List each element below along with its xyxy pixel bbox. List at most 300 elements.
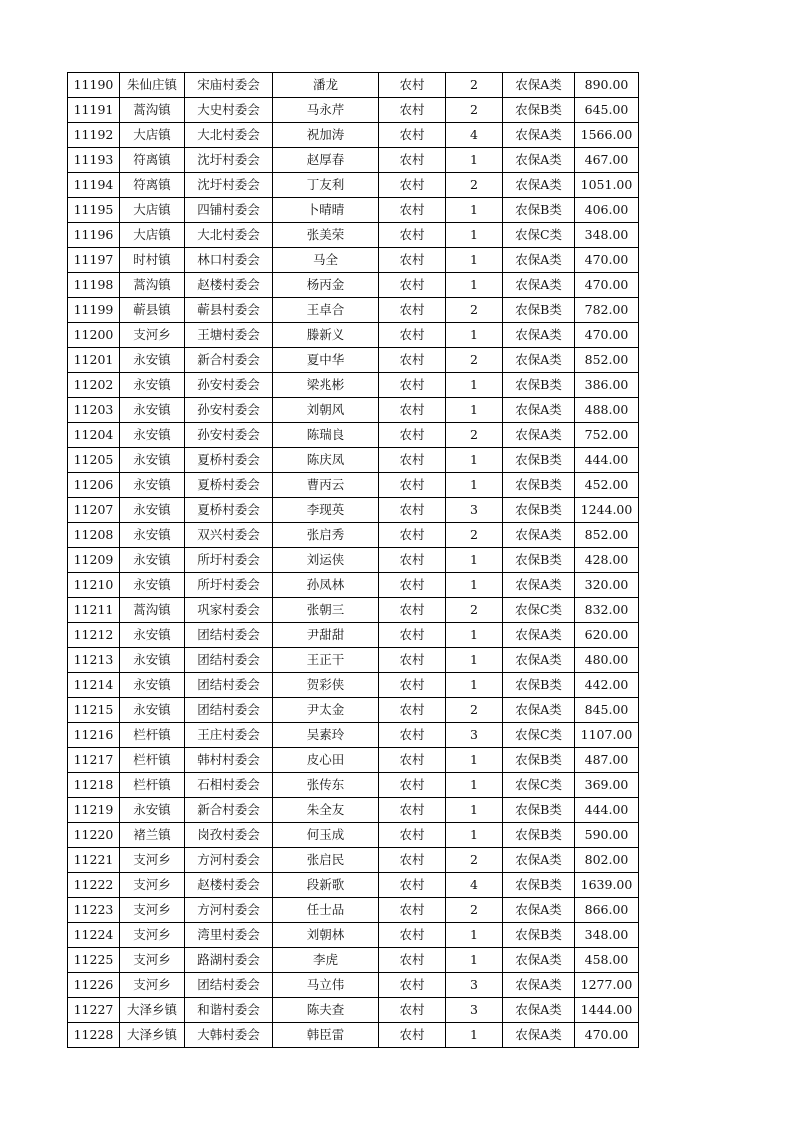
amount-cell: 348.00 [575,223,639,248]
town-cell: 大店镇 [120,198,185,223]
insurance-category-cell: 农保A类 [503,973,575,998]
town-cell: 支河乡 [120,848,185,873]
table-row [68,798,639,823]
household-count-cell: 1 [446,373,503,398]
amount-cell: 442.00 [575,673,639,698]
household-count-cell: 4 [446,873,503,898]
village-committee-cell: 夏桥村委会 [185,498,273,523]
record-id: 11224 [68,923,120,948]
person-name-cell: 皮心田 [273,748,379,773]
table-row [68,748,639,773]
record-id: 11219 [68,798,120,823]
village-committee-cell: 团结村委会 [185,648,273,673]
record-id: 11200 [68,323,120,348]
record-id: 11201 [68,348,120,373]
amount-cell: 1639.00 [575,873,639,898]
household-count-cell: 1 [446,623,503,648]
area-type-cell: 农村 [379,473,446,498]
person-name-cell: 张朝三 [273,598,379,623]
village-committee-cell: 方河村委会 [185,848,273,873]
table-row [68,73,639,98]
person-name-cell: 段新歌 [273,873,379,898]
record-id: 11203 [68,398,120,423]
village-committee-cell: 赵楼村委会 [185,273,273,298]
area-type-cell: 农村 [379,273,446,298]
village-committee-cell: 所圩村委会 [185,573,273,598]
area-type-cell: 农村 [379,673,446,698]
table-row [68,948,639,973]
amount-cell: 458.00 [575,948,639,973]
table-row [68,173,639,198]
insurance-category-cell: 农保A类 [503,123,575,148]
village-committee-cell: 夏桥村委会 [185,448,273,473]
area-type-cell: 农村 [379,173,446,198]
village-committee-cell: 方河村委会 [185,898,273,923]
person-name-cell: 张美荣 [273,223,379,248]
amount-cell: 590.00 [575,823,639,848]
person-name-cell: 杨丙金 [273,273,379,298]
roster-table [67,72,639,1048]
amount-cell: 467.00 [575,148,639,173]
area-type-cell: 农村 [379,898,446,923]
village-committee-cell: 王塘村委会 [185,323,273,348]
insurance-category-cell: 农保A类 [503,73,575,98]
person-name-cell: 尹太金 [273,698,379,723]
person-name-cell: 陈庆凤 [273,448,379,473]
area-type-cell: 农村 [379,148,446,173]
insurance-category-cell: 农保C类 [503,223,575,248]
record-id: 11217 [68,748,120,773]
town-cell: 褚兰镇 [120,823,185,848]
household-count-cell: 2 [446,898,503,923]
insurance-category-cell: 农保B类 [503,873,575,898]
record-id: 11213 [68,648,120,673]
area-type-cell: 农村 [379,498,446,523]
amount-cell: 406.00 [575,198,639,223]
table-row [68,573,639,598]
insurance-category-cell: 农保A类 [503,1023,575,1048]
amount-cell: 452.00 [575,473,639,498]
village-committee-cell: 石相村委会 [185,773,273,798]
record-id: 11194 [68,173,120,198]
table-row [68,148,639,173]
village-committee-cell: 蕲县村委会 [185,298,273,323]
insurance-category-cell: 农保A类 [503,648,575,673]
area-type-cell: 农村 [379,923,446,948]
record-id: 11223 [68,898,120,923]
person-name-cell: 尹甜甜 [273,623,379,648]
amount-cell: 1107.00 [575,723,639,748]
village-committee-cell: 孙安村委会 [185,423,273,448]
household-count-cell: 3 [446,973,503,998]
town-cell: 永安镇 [120,573,185,598]
person-name-cell: 张启秀 [273,523,379,548]
record-id: 11209 [68,548,120,573]
household-count-cell: 1 [446,248,503,273]
area-type-cell: 农村 [379,548,446,573]
amount-cell: 487.00 [575,748,639,773]
town-cell: 朱仙庄镇 [120,73,185,98]
area-type-cell: 农村 [379,298,446,323]
record-id: 11198 [68,273,120,298]
household-count-cell: 1 [446,448,503,473]
village-committee-cell: 团结村委会 [185,623,273,648]
village-committee-cell: 双兴村委会 [185,523,273,548]
household-count-cell: 3 [446,723,503,748]
record-id: 11197 [68,248,120,273]
table-row [68,598,639,623]
household-count-cell: 1 [446,223,503,248]
amount-cell: 845.00 [575,698,639,723]
town-cell: 永安镇 [120,423,185,448]
area-type-cell: 农村 [379,448,446,473]
record-id: 11220 [68,823,120,848]
record-id: 11202 [68,373,120,398]
amount-cell: 348.00 [575,923,639,948]
insurance-category-cell: 农保A类 [503,148,575,173]
table-row [68,273,639,298]
table-row [68,498,639,523]
household-count-cell: 2 [446,598,503,623]
amount-cell: 802.00 [575,848,639,873]
amount-cell: 470.00 [575,248,639,273]
town-cell: 永安镇 [120,523,185,548]
record-id: 11193 [68,148,120,173]
record-id: 11199 [68,298,120,323]
record-id: 11214 [68,673,120,698]
household-count-cell: 1 [446,323,503,348]
town-cell: 蒿沟镇 [120,598,185,623]
record-id: 11221 [68,848,120,873]
town-cell: 永安镇 [120,448,185,473]
area-type-cell: 农村 [379,223,446,248]
amount-cell: 480.00 [575,648,639,673]
area-type-cell: 农村 [379,398,446,423]
area-type-cell: 农村 [379,123,446,148]
area-type-cell: 农村 [379,773,446,798]
village-committee-cell: 巩家村委会 [185,598,273,623]
area-type-cell: 农村 [379,823,446,848]
insurance-category-cell: 农保B类 [503,473,575,498]
record-id: 11222 [68,873,120,898]
insurance-category-cell: 农保C类 [503,598,575,623]
town-cell: 永安镇 [120,373,185,398]
household-count-cell: 1 [446,148,503,173]
village-committee-cell: 孙安村委会 [185,373,273,398]
household-count-cell: 1 [446,648,503,673]
amount-cell: 444.00 [575,448,639,473]
table-row [68,648,639,673]
town-cell: 栏杆镇 [120,748,185,773]
person-name-cell: 潘龙 [273,73,379,98]
insurance-category-cell: 农保A类 [503,173,575,198]
person-name-cell: 马永芹 [273,98,379,123]
household-count-cell: 1 [446,398,503,423]
person-name-cell: 刘朝林 [273,923,379,948]
amount-cell: 320.00 [575,573,639,598]
table-row [68,823,639,848]
record-id: 11207 [68,498,120,523]
amount-cell: 470.00 [575,1023,639,1048]
table-row [68,123,639,148]
insurance-category-cell: 农保A类 [503,898,575,923]
person-name-cell: 刘朝风 [273,398,379,423]
village-committee-cell: 沈圩村委会 [185,173,273,198]
area-type-cell: 农村 [379,798,446,823]
person-name-cell: 王正干 [273,648,379,673]
household-count-cell: 1 [446,273,503,298]
insurance-category-cell: 农保A类 [503,398,575,423]
village-committee-cell: 大北村委会 [185,123,273,148]
area-type-cell: 农村 [379,373,446,398]
amount-cell: 470.00 [575,273,639,298]
town-cell: 永安镇 [120,473,185,498]
insurance-category-cell: 农保B类 [503,548,575,573]
insurance-category-cell: 农保B类 [503,748,575,773]
amount-cell: 369.00 [575,773,639,798]
household-count-cell: 2 [446,423,503,448]
record-id: 11225 [68,948,120,973]
record-id: 11196 [68,223,120,248]
area-type-cell: 农村 [379,973,446,998]
village-committee-cell: 团结村委会 [185,673,273,698]
person-name-cell: 赵厚春 [273,148,379,173]
village-committee-cell: 大史村委会 [185,98,273,123]
table-row [68,998,639,1023]
table-row [68,623,639,648]
amount-cell: 1277.00 [575,973,639,998]
household-count-cell: 2 [446,73,503,98]
table-row [68,198,639,223]
village-committee-cell: 孙安村委会 [185,398,273,423]
roster-body [68,73,639,1048]
area-type-cell: 农村 [379,623,446,648]
amount-cell: 1051.00 [575,173,639,198]
record-id: 11211 [68,598,120,623]
table-row [68,223,639,248]
table-row [68,373,639,398]
household-count-cell: 1 [446,198,503,223]
person-name-cell: 陈瑞良 [273,423,379,448]
insurance-category-cell: 农保A类 [503,698,575,723]
area-type-cell: 农村 [379,723,446,748]
town-cell: 永安镇 [120,798,185,823]
insurance-category-cell: 农保A类 [503,348,575,373]
record-id: 11195 [68,198,120,223]
table-row [68,973,639,998]
record-id: 11212 [68,623,120,648]
record-id: 11192 [68,123,120,148]
village-committee-cell: 团结村委会 [185,698,273,723]
amount-cell: 832.00 [575,598,639,623]
insurance-category-cell: 农保B类 [503,798,575,823]
household-count-cell: 1 [446,548,503,573]
person-name-cell: 马全 [273,248,379,273]
person-name-cell: 夏中华 [273,348,379,373]
town-cell: 符离镇 [120,148,185,173]
person-name-cell: 李现英 [273,498,379,523]
town-cell: 大店镇 [120,123,185,148]
household-count-cell: 2 [446,298,503,323]
amount-cell: 444.00 [575,798,639,823]
household-count-cell: 2 [446,348,503,373]
household-count-cell: 2 [446,698,503,723]
insurance-category-cell: 农保C类 [503,723,575,748]
amount-cell: 852.00 [575,523,639,548]
person-name-cell: 马立伟 [273,973,379,998]
table-row [68,398,639,423]
town-cell: 永安镇 [120,398,185,423]
village-committee-cell: 沈圩村委会 [185,148,273,173]
table-row [68,473,639,498]
household-count-cell: 1 [446,673,503,698]
household-count-cell: 1 [446,573,503,598]
person-name-cell: 朱全友 [273,798,379,823]
town-cell: 蒿沟镇 [120,273,185,298]
person-name-cell: 吴素玲 [273,723,379,748]
village-committee-cell: 四铺村委会 [185,198,273,223]
area-type-cell: 农村 [379,323,446,348]
table-row [68,1023,639,1048]
amount-cell: 852.00 [575,348,639,373]
village-committee-cell: 湾里村委会 [185,923,273,948]
village-committee-cell: 夏桥村委会 [185,473,273,498]
town-cell: 支河乡 [120,323,185,348]
insurance-category-cell: 农保A类 [503,948,575,973]
insurance-category-cell: 农保A类 [503,248,575,273]
household-count-cell: 2 [446,98,503,123]
record-id: 11218 [68,773,120,798]
town-cell: 支河乡 [120,948,185,973]
amount-cell: 620.00 [575,623,639,648]
town-cell: 栏杆镇 [120,723,185,748]
record-id: 11210 [68,573,120,598]
table-row [68,848,639,873]
town-cell: 蕲县镇 [120,298,185,323]
person-name-cell: 韩臣雷 [273,1023,379,1048]
insurance-category-cell: 农保B类 [503,373,575,398]
insurance-category-cell: 农保B类 [503,198,575,223]
table-row [68,448,639,473]
area-type-cell: 农村 [379,598,446,623]
table-row [68,523,639,548]
table-row [68,673,639,698]
household-count-cell: 2 [446,173,503,198]
insurance-category-cell: 农保A类 [503,623,575,648]
table-row [68,923,639,948]
town-cell: 永安镇 [120,498,185,523]
area-type-cell: 农村 [379,998,446,1023]
insurance-category-cell: 农保B类 [503,823,575,848]
insurance-category-cell: 农保A类 [503,998,575,1023]
village-committee-cell: 林口村委会 [185,248,273,273]
insurance-category-cell: 农保A类 [503,273,575,298]
person-name-cell: 祝加涛 [273,123,379,148]
village-committee-cell: 新合村委会 [185,798,273,823]
village-committee-cell: 团结村委会 [185,973,273,998]
household-count-cell: 1 [446,923,503,948]
amount-cell: 386.00 [575,373,639,398]
table-row [68,773,639,798]
village-committee-cell: 大韩村委会 [185,1023,273,1048]
record-id: 11228 [68,1023,120,1048]
town-cell: 永安镇 [120,548,185,573]
town-cell: 大店镇 [120,223,185,248]
record-id: 11216 [68,723,120,748]
area-type-cell: 农村 [379,848,446,873]
record-id: 11227 [68,998,120,1023]
area-type-cell: 农村 [379,873,446,898]
amount-cell: 488.00 [575,398,639,423]
insurance-category-cell: 农保A类 [503,573,575,598]
record-id: 11205 [68,448,120,473]
village-committee-cell: 宋庙村委会 [185,73,273,98]
village-committee-cell: 韩村村委会 [185,748,273,773]
village-committee-cell: 路湖村委会 [185,948,273,973]
person-name-cell: 陈夫查 [273,998,379,1023]
insurance-category-cell: 农保B类 [503,448,575,473]
household-count-cell: 1 [446,473,503,498]
insurance-category-cell: 农保B类 [503,498,575,523]
person-name-cell: 任士品 [273,898,379,923]
table-row [68,723,639,748]
town-cell: 永安镇 [120,348,185,373]
person-name-cell: 王卓合 [273,298,379,323]
area-type-cell: 农村 [379,198,446,223]
person-name-cell: 贺彩侠 [273,673,379,698]
area-type-cell: 农村 [379,1023,446,1048]
insurance-category-cell: 农保C类 [503,773,575,798]
town-cell: 蒿沟镇 [120,98,185,123]
record-id: 11206 [68,473,120,498]
village-committee-cell: 所圩村委会 [185,548,273,573]
village-committee-cell: 和谐村委会 [185,998,273,1023]
table-row [68,548,639,573]
village-committee-cell: 王庄村委会 [185,723,273,748]
household-count-cell: 3 [446,998,503,1023]
town-cell: 时村镇 [120,248,185,273]
insurance-category-cell: 农保A类 [503,323,575,348]
area-type-cell: 农村 [379,348,446,373]
household-count-cell: 1 [446,948,503,973]
area-type-cell: 农村 [379,523,446,548]
town-cell: 大泽乡镇 [120,998,185,1023]
household-count-cell: 1 [446,748,503,773]
person-name-cell: 李虎 [273,948,379,973]
record-id: 11204 [68,423,120,448]
record-id: 11208 [68,523,120,548]
person-name-cell: 张传东 [273,773,379,798]
insurance-category-cell: 农保B类 [503,673,575,698]
area-type-cell: 农村 [379,698,446,723]
area-type-cell: 农村 [379,423,446,448]
town-cell: 支河乡 [120,898,185,923]
person-name-cell: 卜晴晴 [273,198,379,223]
household-count-cell: 2 [446,848,503,873]
insurance-category-cell: 农保A类 [503,848,575,873]
area-type-cell: 农村 [379,98,446,123]
household-count-cell: 2 [446,523,503,548]
town-cell: 符离镇 [120,173,185,198]
area-type-cell: 农村 [379,948,446,973]
insurance-category-cell: 农保B类 [503,298,575,323]
table-row [68,298,639,323]
table-row [68,98,639,123]
person-name-cell: 何玉成 [273,823,379,848]
person-name-cell: 刘运侠 [273,548,379,573]
amount-cell: 866.00 [575,898,639,923]
person-name-cell: 张启民 [273,848,379,873]
